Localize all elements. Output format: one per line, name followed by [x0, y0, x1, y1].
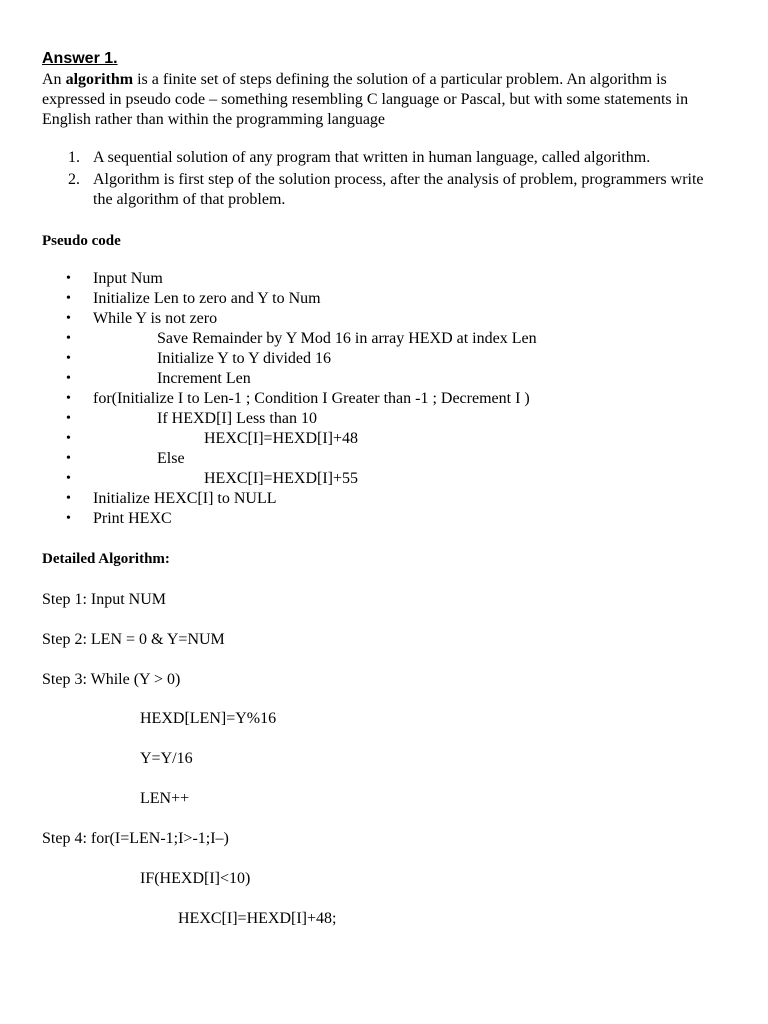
item-text: A sequential solution of any program that written in human language, called algorithm.	[93, 149, 651, 166]
bullet-text: Increment Len	[157, 370, 251, 387]
algorithm-step: Step 3: While (Y > 0)	[42, 671, 181, 688]
bullet-text: While Y is not zero	[93, 310, 218, 327]
bullet-text: Initialize Y to Y divided 16	[157, 350, 332, 367]
bullet-icon: •	[66, 431, 71, 446]
bullet-item	[42, 449, 722, 469]
bullet-text: Initialize HEXC[I] to NULL	[93, 490, 277, 507]
bullet-icon: •	[66, 471, 71, 486]
algorithm-line: IF(HEXD[I]<10)	[140, 870, 251, 887]
bullet-text: Save Remainder by Y Mod 16 in array HEXD at index Len	[157, 330, 537, 347]
bullet-text: If HEXD[I] Less than 10	[157, 410, 317, 427]
bullet-text: HEXC[I]=HEXD[I]+55	[204, 470, 359, 487]
item-text: Algorithm is first step of the solution process, after the analysis of problem, programmers write the algorithm of that problem.	[93, 171, 704, 208]
bullet-text: Input Num	[93, 270, 163, 287]
bullet-icon: •	[66, 411, 71, 426]
algorithm-step: Step 4: for(I=LEN-1;I>-1;I–)	[42, 830, 229, 847]
answer-heading: Answer 1.	[42, 50, 118, 67]
bullet-item	[42, 349, 722, 369]
item-number: 1.	[68, 149, 80, 166]
bullet-text: for(Initialize I to Len-1 ; Condition I Greater than -1 ; Decrement I )	[93, 390, 530, 407]
algorithm-line: Y=Y/16	[140, 750, 193, 767]
bullet-text: Print HEXC	[93, 510, 172, 527]
bullet-icon: •	[66, 371, 71, 386]
numbered-item	[42, 170, 722, 210]
pseudo-code-heading: Pseudo code	[42, 233, 121, 249]
bullet-icon: •	[66, 291, 71, 306]
intro-prefix: An	[42, 71, 66, 88]
intro-bold-term: algorithm	[65, 71, 134, 88]
bullet-icon: •	[66, 451, 71, 466]
bullet-item	[42, 309, 722, 329]
algorithm-step: Step 1: Input NUM	[42, 591, 166, 608]
pseudo-code-list	[42, 269, 722, 529]
numbered-item	[42, 148, 722, 168]
algorithm-step: Step 2: LEN = 0 & Y=NUM	[42, 631, 225, 648]
numbered-list	[42, 148, 722, 212]
bullet-icon: •	[66, 271, 71, 286]
bullet-icon: •	[66, 331, 71, 346]
bullet-item	[42, 509, 722, 529]
bullet-icon: •	[66, 511, 71, 526]
algorithm-line: HEXC[I]=HEXD[I]+48;	[178, 910, 337, 927]
bullet-item	[42, 469, 722, 489]
bullet-text: HEXC[I]=HEXD[I]+48	[204, 430, 359, 447]
bullet-text: Else	[157, 450, 185, 467]
algorithm-line: LEN++	[140, 790, 190, 807]
bullet-item	[42, 269, 722, 289]
intro-paragraph	[42, 70, 732, 130]
bullet-icon: •	[66, 351, 71, 366]
bullet-icon: •	[66, 391, 71, 406]
bullet-item	[42, 429, 722, 449]
bullet-item	[42, 489, 722, 509]
intro-rest: is a finite set of steps defining the solution of a particular problem. An algorithm is expressed in pseudo code – something resembling C language or Pascal, but with some statements in English rather than within the programming language	[42, 71, 689, 128]
bullet-icon: •	[66, 491, 71, 506]
bullet-item	[42, 389, 722, 409]
bullet-text: Initialize Len to zero and Y to Num	[93, 290, 321, 307]
detailed-algorithm-heading: Detailed Algorithm:	[42, 551, 170, 567]
bullet-item	[42, 289, 722, 309]
item-number: 2.	[68, 171, 80, 188]
bullet-item	[42, 369, 722, 389]
bullet-item	[42, 329, 722, 349]
bullet-item	[42, 409, 722, 429]
bullet-icon: •	[66, 311, 71, 326]
algorithm-line: HEXD[LEN]=Y%16	[140, 710, 277, 727]
